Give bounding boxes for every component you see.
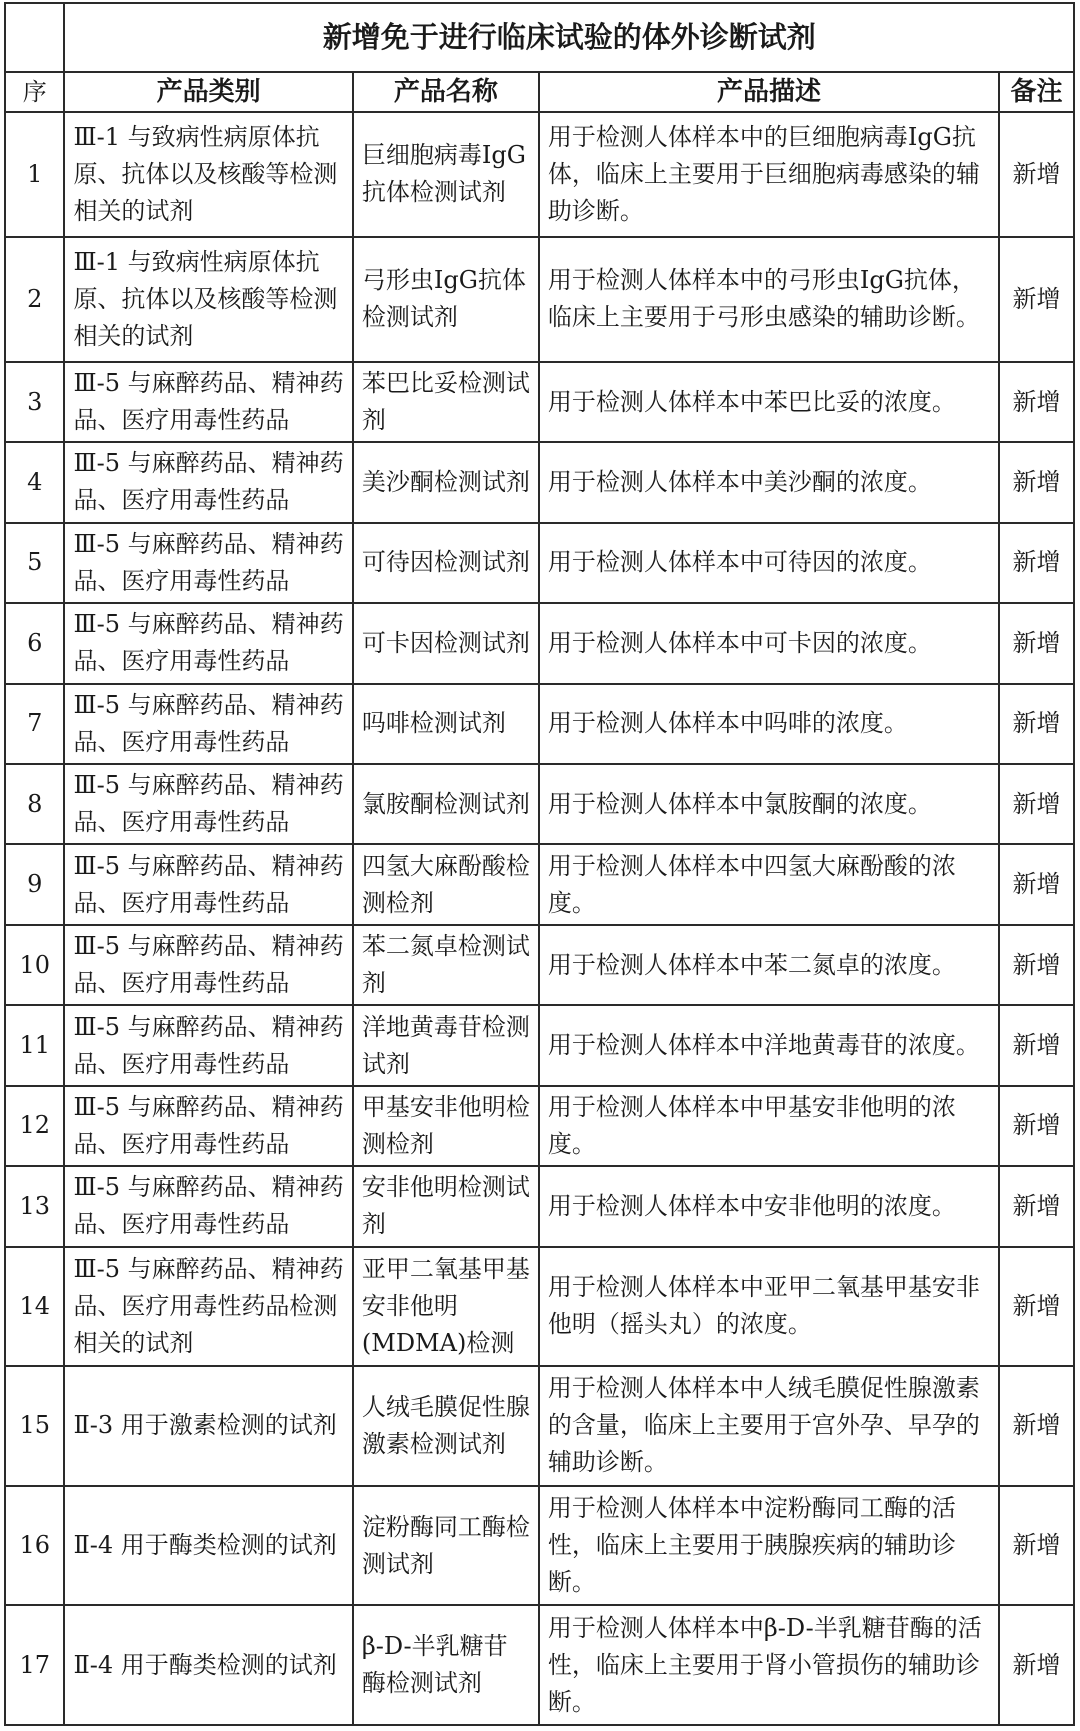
cell-name: 人绒毛膜促性腺激素检测试剂 — [353, 1366, 539, 1486]
cell-category: Ⅲ-5 与麻醉药品、精神药品、医疗用毒性药品 — [64, 442, 352, 522]
cell-category: Ⅲ-5 与麻醉药品、精神药品、医疗用毒性药品 — [64, 684, 352, 764]
cell-description: 用于检测人体样本中的巨细胞病毒IgG抗体，临床上主要用于巨细胞病毒感染的辅助诊断。 — [539, 112, 999, 237]
cell-remark: 新增 — [999, 523, 1074, 603]
cell-no: 1 — [5, 112, 64, 237]
cell-description: 用于检测人体样本中安非他明的浓度。 — [539, 1166, 999, 1246]
cell-name: 可卡因检测试剂 — [353, 603, 539, 683]
table-row — [5, 362, 1074, 442]
title-row — [5, 3, 1074, 72]
table-row — [5, 442, 1074, 522]
table-row — [5, 1605, 1074, 1725]
cell-remark: 新增 — [999, 1366, 1074, 1486]
cell-name: 氯胺酮检测试剂 — [353, 764, 539, 844]
table-row — [5, 684, 1074, 764]
table-row — [5, 1247, 1074, 1367]
cell-no: 6 — [5, 603, 64, 683]
cell-name: 吗啡检测试剂 — [353, 684, 539, 764]
cell-no: 9 — [5, 844, 64, 924]
cell-name: 安非他明检测试剂 — [353, 1166, 539, 1246]
cell-category: Ⅱ-4 用于酶类检测的试剂 — [64, 1605, 352, 1725]
cell-description: 用于检测人体样本中苯二氮卓的浓度。 — [539, 925, 999, 1005]
cell-name: 四氢大麻酚酸检测检剂 — [353, 844, 539, 924]
cell-description: 用于检测人体样本中亚甲二氧基甲基安非他明（摇头丸）的浓度。 — [539, 1247, 999, 1367]
cell-description: 用于检测人体样本中苯巴比妥的浓度。 — [539, 362, 999, 442]
cell-category: Ⅱ-3 用于激素检测的试剂 — [64, 1366, 352, 1486]
cell-name: 甲基安非他明检测检剂 — [353, 1086, 539, 1166]
table-row — [5, 1086, 1074, 1166]
cell-category: Ⅲ-5 与麻醉药品、精神药品、医疗用毒性药品 — [64, 362, 352, 442]
cell-category: Ⅲ-5 与麻醉药品、精神药品、医疗用毒性药品 — [64, 764, 352, 844]
cell-no: 3 — [5, 362, 64, 442]
cell-no: 13 — [5, 1166, 64, 1246]
cell-name: 可待因检测试剂 — [353, 523, 539, 603]
cell-no: 7 — [5, 684, 64, 764]
cell-category: Ⅲ-5 与麻醉药品、精神药品、医疗用毒性药品 — [64, 844, 352, 924]
cell-description: 用于检测人体样本中四氢大麻酚酸的浓度。 — [539, 844, 999, 924]
cell-no: 10 — [5, 925, 64, 1005]
cell-name: 亚甲二氧基甲基安非他明(MDMA)检测 — [353, 1247, 539, 1367]
cell-no: 17 — [5, 1605, 64, 1725]
cell-name: β-D-半乳糖苷酶检测试剂 — [353, 1605, 539, 1725]
table-row — [5, 764, 1074, 844]
cell-no: 4 — [5, 442, 64, 522]
cell-category: Ⅲ-5 与麻醉药品、精神药品、医疗用毒性药品 — [64, 603, 352, 683]
table-row — [5, 112, 1074, 237]
cell-category: Ⅲ-1 与致病性病原体抗原、抗体以及核酸等检测相关的试剂 — [64, 237, 352, 362]
cell-remark: 新增 — [999, 362, 1074, 442]
cell-category: Ⅲ-1 与致病性病原体抗原、抗体以及核酸等检测相关的试剂 — [64, 112, 352, 237]
cell-remark: 新增 — [999, 764, 1074, 844]
cell-remark: 新增 — [999, 1486, 1074, 1606]
cell-description: 用于检测人体样本中吗啡的浓度。 — [539, 684, 999, 764]
table-row — [5, 1005, 1074, 1085]
reagent-table — [4, 2, 1075, 1726]
cell-remark: 新增 — [999, 1605, 1074, 1725]
cell-remark: 新增 — [999, 1086, 1074, 1166]
table-row — [5, 1366, 1074, 1486]
cell-remark: 新增 — [999, 603, 1074, 683]
cell-no: 16 — [5, 1486, 64, 1606]
table-row — [5, 844, 1074, 924]
cell-remark: 新增 — [999, 237, 1074, 362]
cell-name: 巨细胞病毒IgG抗体检测试剂 — [353, 112, 539, 237]
cell-no: 11 — [5, 1005, 64, 1085]
cell-no: 5 — [5, 523, 64, 603]
cell-name: 苯二氮卓检测试剂 — [353, 925, 539, 1005]
cell-name: 美沙酮检测试剂 — [353, 442, 539, 522]
cell-remark: 新增 — [999, 925, 1074, 1005]
cell-category: Ⅲ-5 与麻醉药品、精神药品、医疗用毒性药品 — [64, 925, 352, 1005]
cell-remark: 新增 — [999, 844, 1074, 924]
cell-category: Ⅲ-5 与麻醉药品、精神药品、医疗用毒性药品 — [64, 1086, 352, 1166]
header-description: 产品描述 — [539, 72, 999, 112]
cell-description: 用于检测人体样本中洋地黄毒苷的浓度。 — [539, 1005, 999, 1085]
table-row — [5, 603, 1074, 683]
cell-description: 用于检测人体样本中可待因的浓度。 — [539, 523, 999, 603]
header-remark: 备注 — [999, 72, 1074, 112]
cell-name: 洋地黄毒苷检测试剂 — [353, 1005, 539, 1085]
cell-remark: 新增 — [999, 684, 1074, 764]
cell-remark: 新增 — [999, 112, 1074, 237]
cell-description: 用于检测人体样本中人绒毛膜促性腺激素的含量，临床上主要用于宫外孕、早孕的辅助诊断。 — [539, 1366, 999, 1486]
cell-category: Ⅱ-4 用于酶类检测的试剂 — [64, 1486, 352, 1606]
cell-no: 15 — [5, 1366, 64, 1486]
cell-category: Ⅲ-5 与麻醉药品、精神药品、医疗用毒性药品 — [64, 1166, 352, 1246]
cell-remark: 新增 — [999, 1247, 1074, 1367]
cell-description: 用于检测人体样本中氯胺酮的浓度。 — [539, 764, 999, 844]
cell-remark: 新增 — [999, 442, 1074, 522]
cell-description: 用于检测人体样本中的弓形虫IgG抗体，临床上主要用于弓形虫感染的辅助诊断。 — [539, 237, 999, 362]
cell-no: 12 — [5, 1086, 64, 1166]
cell-description: 用于检测人体样本中β-D-半乳糖苷酶的活性，临床上主要用于肾小管损伤的辅助诊断。 — [539, 1605, 999, 1725]
table-row — [5, 1166, 1074, 1246]
cell-remark: 新增 — [999, 1005, 1074, 1085]
cell-category: Ⅲ-5 与麻醉药品、精神药品、医疗用毒性药品检测相关的试剂 — [64, 1247, 352, 1367]
header-row — [5, 72, 1074, 112]
table-row — [5, 237, 1074, 362]
cell-description: 用于检测人体样本中淀粉酶同工酶的活性，临床上主要用于胰腺疾病的辅助诊断。 — [539, 1486, 999, 1606]
cell-category: Ⅲ-5 与麻醉药品、精神药品、医疗用毒性药品 — [64, 1005, 352, 1085]
cell-no: 8 — [5, 764, 64, 844]
cell-description: 用于检测人体样本中美沙酮的浓度。 — [539, 442, 999, 522]
cell-name: 淀粉酶同工酶检测试剂 — [353, 1486, 539, 1606]
cell-description: 用于检测人体样本中甲基安非他明的浓度。 — [539, 1086, 999, 1166]
cell-category: Ⅲ-5 与麻醉药品、精神药品、医疗用毒性药品 — [64, 523, 352, 603]
cell-no: 14 — [5, 1247, 64, 1367]
table-body — [5, 112, 1074, 1725]
header-no: 序 — [5, 72, 64, 112]
table-row — [5, 523, 1074, 603]
header-category: 产品类别 — [64, 72, 352, 112]
table-row — [5, 1486, 1074, 1606]
cell-name: 苯巴比妥检测试剂 — [353, 362, 539, 442]
title-corner-cell — [5, 3, 64, 72]
table-row — [5, 925, 1074, 1005]
table-title: 新增免于进行临床试验的体外诊断试剂 — [64, 3, 1074, 72]
cell-name: 弓形虫IgG抗体检测试剂 — [353, 237, 539, 362]
cell-no: 2 — [5, 237, 64, 362]
header-name: 产品名称 — [353, 72, 539, 112]
cell-description: 用于检测人体样本中可卡因的浓度。 — [539, 603, 999, 683]
cell-remark: 新增 — [999, 1166, 1074, 1246]
